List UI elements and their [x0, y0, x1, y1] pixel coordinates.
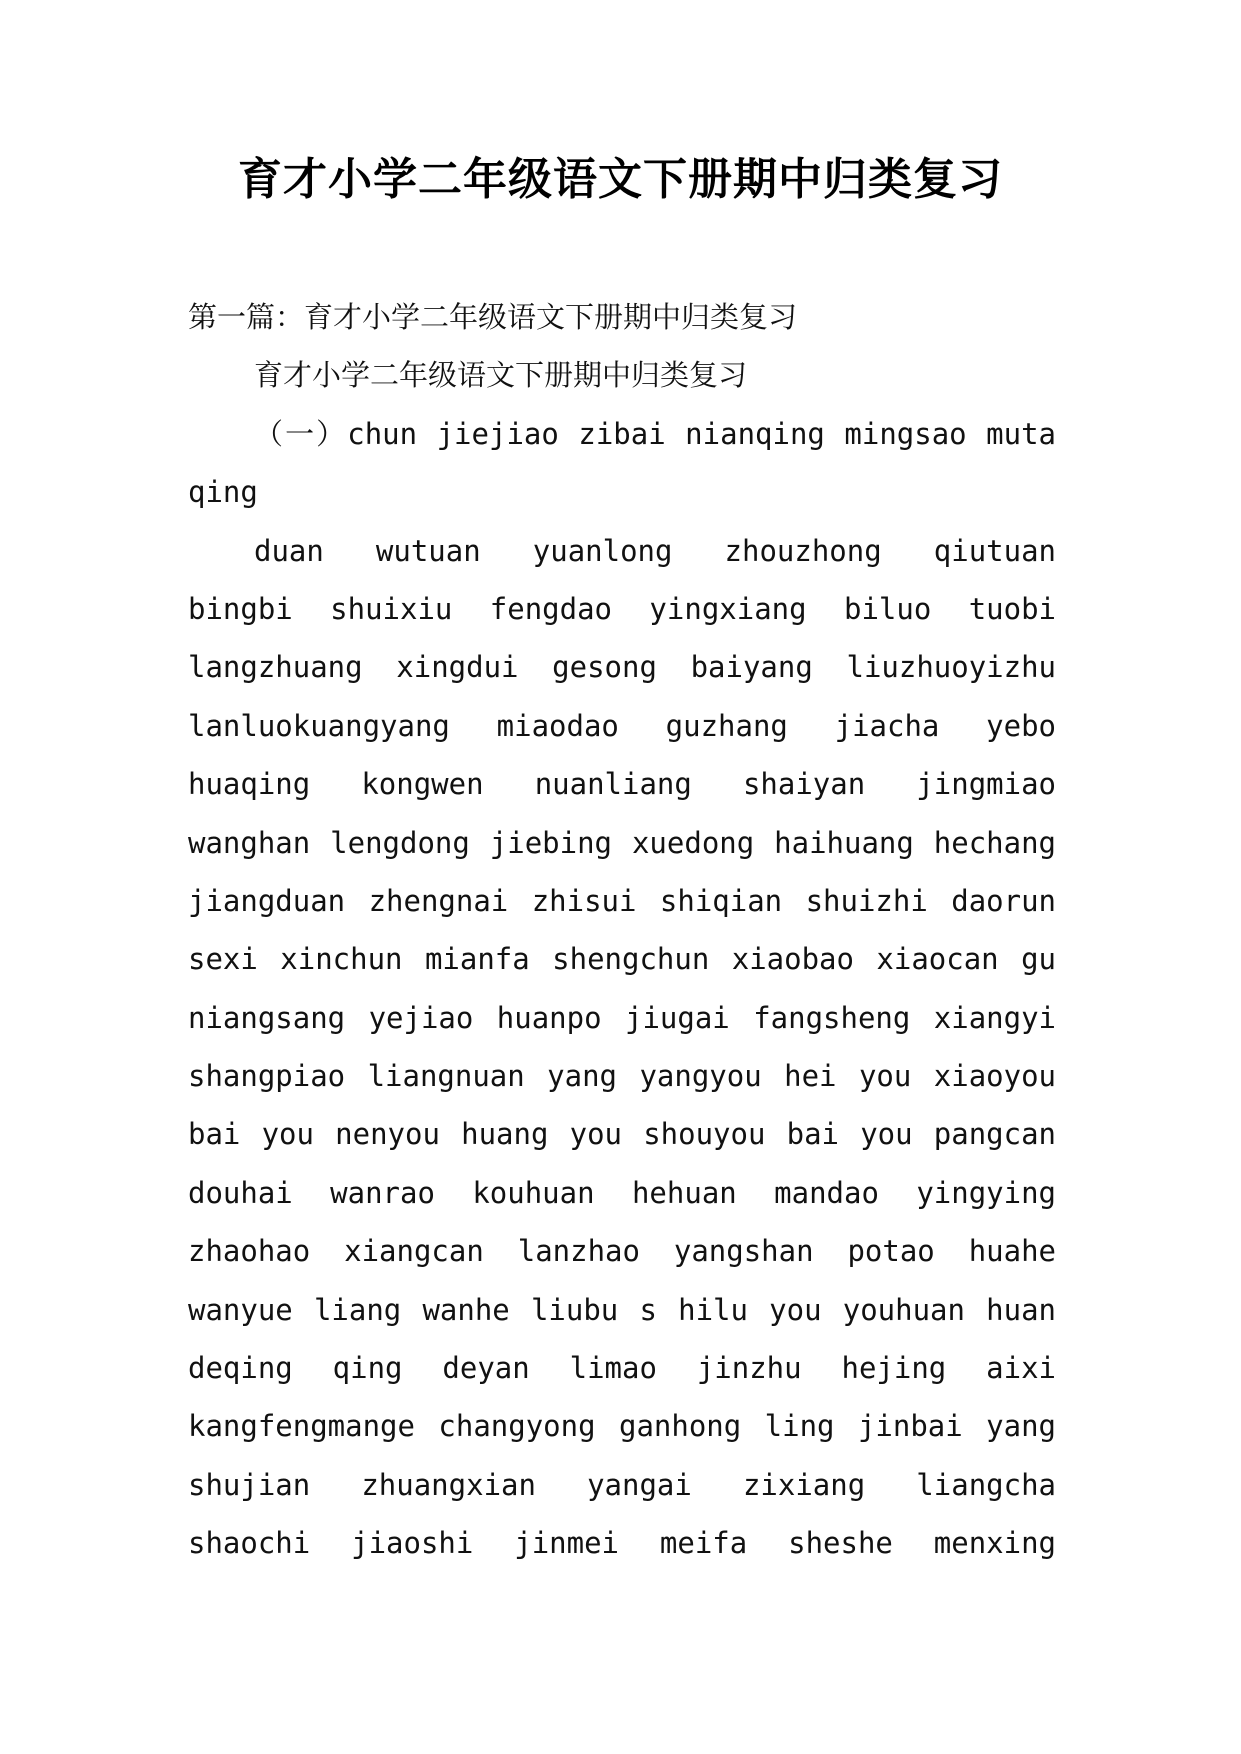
body-line: bingbi shuixiu fengdao yingxiang biluo tuobi	[188, 591, 1056, 626]
body-line: douhai wanrao kouhuan hehuan mandao yingying	[188, 1175, 1056, 1210]
body-line: zhaohao xiangcan lanzhao yangshan potao huahe	[188, 1234, 1056, 1269]
body-line: sexi xinchun mianfa shengchun xiaobao xiaocan gu	[188, 942, 1056, 977]
body-line: jiangduan zhengnai zhisui shiqian shuizhi daorun	[188, 883, 1056, 918]
section-heading: 第一篇：育才小学二年级语文下册期中归类复习	[188, 300, 798, 334]
body-line: （一）chun jiejiao zibai nianqing mingsao muta	[254, 416, 1056, 451]
body-line: shangpiao liangnuan yang yangyou hei you xiaoyou	[188, 1059, 1056, 1094]
body-line: huaqing kongwen nuanliang shaiyan jingmiao	[188, 767, 1056, 802]
body-line: lanluokuangyang miaodao guzhang jiacha yebo	[188, 708, 1056, 743]
body-line: niangsang yejiao huanpo jiugai fangsheng xiangyi	[188, 1000, 1056, 1035]
body-line: langzhuang xingdui gesong baiyang liuzhuoyizhu	[188, 650, 1056, 685]
body-line: shujian zhuangxian yangai zixiang liangcha	[188, 1467, 1056, 1502]
body-line: kangfengmange changyong ganhong ling jinbai yang	[188, 1409, 1056, 1444]
body-line: shaochi jiaoshi jinmei meifa sheshe menxing	[188, 1526, 1056, 1561]
body-line: duan wutuan yuanlong zhouzhong qiutuan	[254, 533, 1056, 568]
body-line: wanghan lengdong jiebing xuedong haihuang hechang	[188, 825, 1056, 860]
body-line: qing	[188, 475, 258, 510]
section-subtitle: 育才小学二年级语文下册期中归类复习	[254, 358, 748, 393]
document-body	[188, 288, 1056, 1573]
body-line: deqing qing deyan limao jinzhu hejing aixi	[188, 1351, 1056, 1386]
body-line: wanyue liang wanhe liubu s hilu you youhuan huan	[188, 1292, 1056, 1327]
body-line: bai you nenyou huang you shouyou bai you pangcan	[188, 1117, 1056, 1152]
document-title: 育才小学二年级语文下册期中归类复习	[238, 154, 1003, 205]
